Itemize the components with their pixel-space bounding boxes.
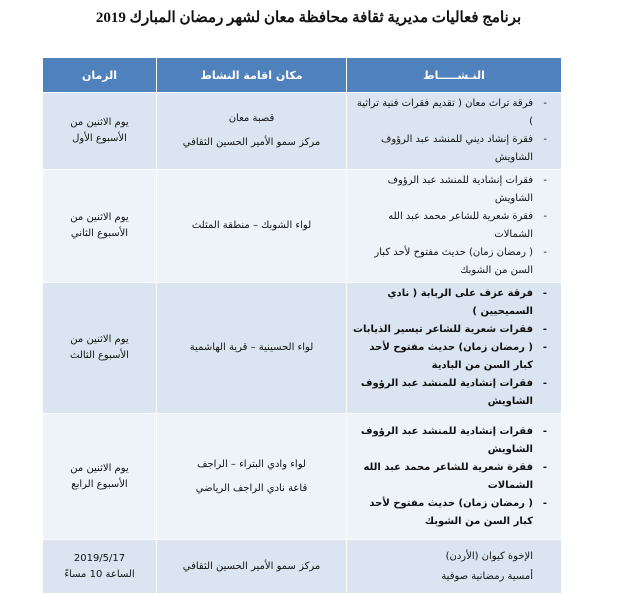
time-line: يوم الاثنين من [70, 334, 129, 345]
activity-cell [347, 93, 562, 170]
activity-cell [347, 414, 562, 540]
time-line: يوم الاثنين من [70, 212, 129, 223]
table-row [43, 283, 562, 414]
place-line: لواء الحسينية – قرية الهاشمية [189, 342, 314, 353]
time-cell [43, 283, 157, 414]
time-line: الساعة 10 مساءً [64, 568, 135, 580]
activity-item: - ( رمضان زمان) حديث مفتوح لأحد كبار السن من البادية [351, 339, 533, 375]
place-line: قصبة معان [228, 113, 275, 124]
activity-item: - فقرة إنشاد ديني للمنشد عبد الرؤوف الشاويش [351, 131, 533, 167]
time-line: يوم الاثنين من [70, 462, 129, 474]
activity-item: - فقرة شعرية للشاعر محمد عبد الله الشمالات [351, 208, 533, 244]
time-line: يوم الاثنين من [70, 117, 129, 128]
place-cell [157, 170, 347, 283]
table-row [43, 540, 562, 594]
place-line: لواء وادي البتراء – الراجف [197, 458, 306, 470]
activity-cell [347, 283, 562, 414]
header-activity: النـشـــــاط [347, 58, 562, 93]
activity-item: - فقرات إنشادية للمنشد عبد الرؤوف الشاويش [351, 375, 533, 411]
place-line: قاعة نادي الراجف الرياضي [195, 482, 308, 494]
activity-item: - ( رمضان زمان) حديث مفتوح لأحد كبار السن من الشوبك [351, 495, 533, 531]
activity-item: - فقرات إنشادية للمنشد عبد الرؤوف الشاويش [351, 423, 533, 459]
activity-item: - فقرات شعرية للشاعر تيسير الذيابات [351, 321, 533, 339]
place-cell [157, 93, 347, 170]
activity-item: - فقرات إنشادية للمنشد عبد الرؤوف الشاويش [351, 172, 533, 208]
activity-item: - فرقة تراث معان ( تقديم فقرات فنية تراثية ) [351, 95, 533, 131]
activity-cell [347, 540, 562, 594]
time-line: 2019/5/17 [73, 552, 126, 564]
schedule-table [42, 57, 562, 594]
place-cell [157, 283, 347, 414]
place-line: مركز سمو الأمير الحسين الثقافي [182, 560, 321, 572]
time-line: الأسبوع الثاني [70, 228, 129, 239]
activity-item: الإخوة كيوان (الأردن) [445, 550, 533, 562]
header-time: الزمان [43, 58, 157, 93]
activity-item: - فرقة عزف على الربابة ( نادي السميحيين ) [351, 285, 533, 321]
time-cell [43, 170, 157, 283]
time-line: الأسبوع الرابع [71, 478, 128, 490]
table-row [43, 93, 562, 170]
header-place: مكان اقامة النشاط [157, 58, 347, 93]
table-row [43, 414, 562, 540]
time-cell [43, 540, 157, 594]
place-cell [157, 414, 347, 540]
header-row [43, 58, 562, 93]
activity-cell [347, 170, 562, 283]
activity-item: - فقرة شعرية للشاعر محمد عبد الله الشمالات [351, 459, 533, 495]
time-cell [43, 93, 157, 170]
place-line: لواء الشوبك – منطقة المثلث [191, 220, 312, 231]
time-line: الأسبوع الثالث [70, 350, 129, 361]
table-row [43, 170, 562, 283]
time-cell [43, 414, 157, 540]
activity-item: - ( رمضان زمان) حديث مفتوح لأحد كبار السن من الشوبك [351, 244, 533, 280]
place-cell [157, 540, 347, 594]
activity-item: أمسية رمضانية صوفية [441, 570, 533, 582]
document-title: برنامج فعاليات مديرية ثقافة محافظة معان لشهر رمضان المبارك 2019 [95, 10, 522, 26]
time-line: الأسبوع الأول [72, 133, 127, 144]
place-line: مركز سمو الأمير الحسين الثقافي [182, 137, 321, 148]
